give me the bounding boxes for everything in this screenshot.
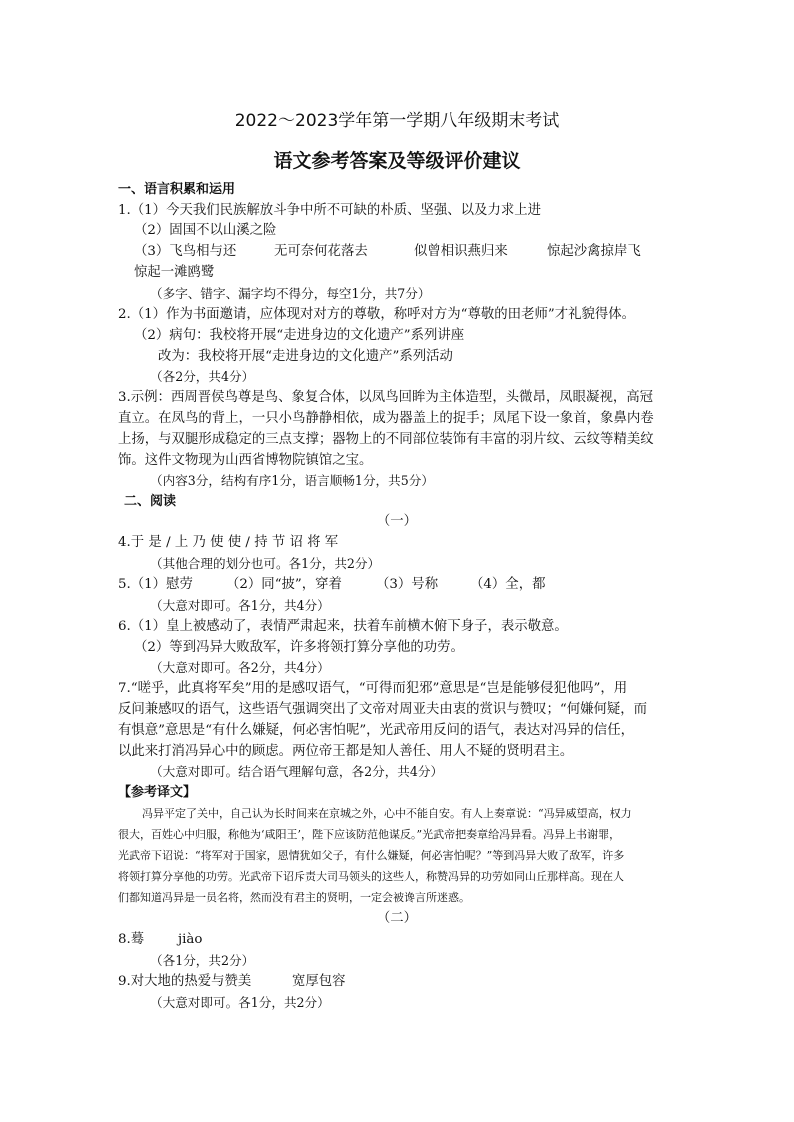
exam-title: 2022～2023学年第一学期八年级期末考试 <box>234 111 560 131</box>
translation-line-5: 们都知道冯异是一员名将，然而没有君主的贤明，一定会被谗言所迷惑。 <box>118 891 470 904</box>
q2-answer-1: 2.（1）作为书面邀请，应体现对对方的尊敬，称呼对方为“尊敬的田老师”才礼貌得体。 <box>118 307 636 322</box>
q9-answer-1: 9.对大地的热爱与赞美 <box>118 974 252 989</box>
q5-answer-3: （3）号称 <box>376 577 439 592</box>
q3-line-4: 饰。这件文物现为山西省博物院镇馆之宝。 <box>118 453 373 468</box>
section-heading-1: 一、语言积累和运用 <box>118 182 236 197</box>
q6-answer-1: 6.（1）皇上被感动了，表情严肃起来，扶着车前横木俯下身子，表示敬意。 <box>118 619 568 634</box>
q7-line-4: 以此来打消冯异心中的顾虑。两位帝王都是知人善任、用人不疑的贤明君主。 <box>118 744 574 759</box>
q6-score: （大意对即可。各2分，共4分） <box>150 660 330 675</box>
q5-score: （大意对即可。各1分，共4分） <box>150 598 330 613</box>
translation-line-1: 冯异平定了关中，自己认为长时间来在京城之外，心中不能自安。有人上奏章说：“冯异威望高，权力 <box>142 807 632 820</box>
q1-answer-3d: 惊起沙禽掠岸飞 <box>547 244 641 259</box>
q2-answer-3: 改为：我校将开展“走进身边的文化遗产”系列活动 <box>158 349 453 364</box>
q6-answer-2: （2）等到冯异大败敌军，许多将领打算分享他的功劳。 <box>134 640 464 655</box>
q7-line-2: 反问兼感叹的语气，这些语气强调突出了文帝对周亚夫由衷的赏识与赞叹；“何嫌何疑，而 <box>118 702 648 717</box>
q1-answer-2: （2）固国不以山溪之险 <box>134 223 277 238</box>
q8-pinyin: jiào <box>178 932 203 947</box>
q3-line-3: 上扬，与双腿形成稳定的三点支撑；器物上的不同部位装饰有丰富的羽片纹、云纹等精美纹 <box>118 432 654 447</box>
q1-score: （多字、错字、漏字均不得分，每空1分，共7分） <box>150 286 431 301</box>
q7-score: （大意对即可。结合语气理解句意，各2分，共4分） <box>150 764 444 779</box>
q3-line-2: 直立。在凤鸟的背上，一只小鸟静静相依，成为器盖上的捉手；凤尾下设一象首，象鼻内卷 <box>118 411 654 426</box>
q4-answer: 4.于 是 / 上 乃 使 使 / 持 节 诏 将 军 <box>118 535 339 550</box>
q3-line-1: 3.示例：西周晋侯鸟尊是鸟、象复合体，以凤鸟回眸为主体造型，头微昂，凤眼凝视，高冠 <box>118 390 654 405</box>
document-subtitle: 语文参考答案及等级评价建议 <box>273 150 521 172</box>
subsection-1: （一） <box>376 514 418 529</box>
q3-score: （内容3分，结构有序1分，语言顺畅1分，共5分） <box>150 473 434 488</box>
q5-answer-4: （4）全，都 <box>470 577 546 592</box>
translation-line-3: 光武帝下诏说：“将军对于国家，恩情犹如父子，有什么嫌疑，何必害怕呢？”等到冯异大败了敌军，许多 <box>118 849 625 862</box>
q9-score: （大意对即可。各1分，共2分） <box>150 995 330 1010</box>
q2-score: （各2分，共4分） <box>150 369 255 384</box>
q2-answer-2: （2）病句：我校将开展“走进身边的文化遗产”系列讲座 <box>134 328 465 343</box>
translation-line-4: 将领打算分享他的功劳。光武帝下诏斥责大司马领头的这些人，称赞冯异的功劳如同山丘那样高。现在人 <box>118 870 624 883</box>
q8-score: （各1分，共2分） <box>150 953 255 968</box>
q1-answer-3b: 无可奈何花落去 <box>274 244 368 259</box>
q5-answer-1: 5.（1）慰劳 <box>118 577 193 592</box>
subsection-2: （二） <box>376 911 418 926</box>
q1-answer-3c: 似曾相识燕归来 <box>414 244 508 259</box>
q7-line-1: 7.“嗟乎，此真将军矣”用的是感叹语气，“可得而犯邪”意思是“岂是能够侵犯他吗”，用 <box>118 681 628 696</box>
q5-answer-2: （2）同“披”，穿着 <box>226 577 342 592</box>
q1-answer-1: 1.（1）今天我们民族解放斗争中所不可缺的朴质、坚强、以及力求上进 <box>118 203 542 218</box>
translation-line-2: 很大，百姓心中归服，称他为‘咸阳王’，陛下应该防范他谋反。”光武帝把奏章给冯异看。冯异上书谢罪， <box>118 828 621 841</box>
translation-heading: 【参考译文】 <box>118 785 197 800</box>
q8-answer: 8.蓦 <box>118 932 145 947</box>
q1-answer-3a: （3）飞鸟相与还 <box>134 244 237 259</box>
q4-score: （其他合理的划分也可。各1分，共2分） <box>150 556 381 571</box>
q9-answer-2: 宽厚包容 <box>292 974 346 989</box>
section-heading-2: 二、阅读 <box>124 494 177 509</box>
q1-answer-3e: 惊起一滩鸥鹭 <box>134 265 215 280</box>
q7-line-3: 有惧意”意思是“有什么嫌疑，何必害怕呢”，光武帝用反问的语气，表达对冯异的信任， <box>118 723 634 738</box>
